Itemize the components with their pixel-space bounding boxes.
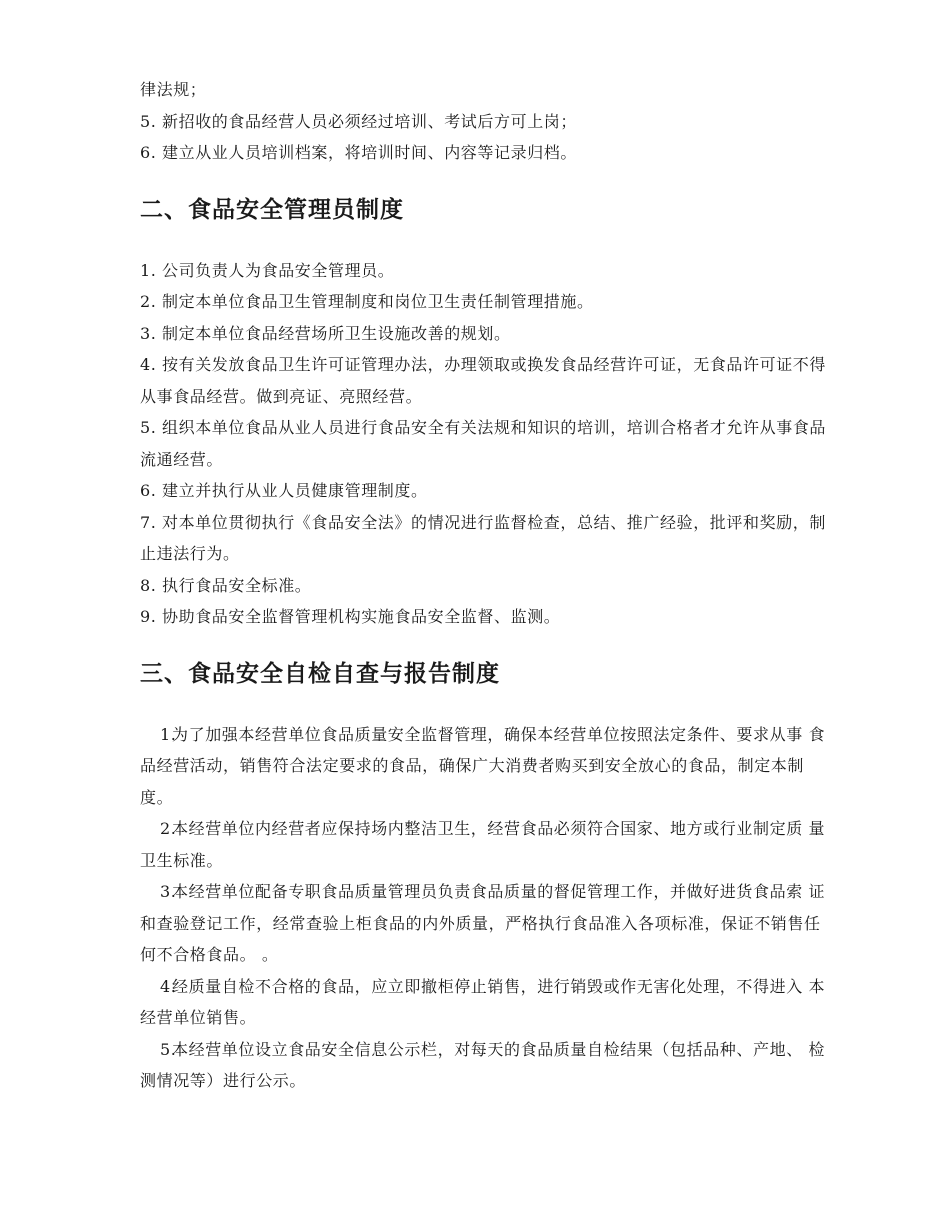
item-text: 为了加强本经营单位食品质量安全监督管理，确保本经营单位按照法定条件、要求从事 食品经营活动，销售符合法定要求的食品，确保广大消费者购买到安全放心的食品，制定本制度。 (140, 724, 826, 807)
list-item (140, 286, 830, 318)
item-number: 5. (140, 111, 157, 131)
list-item (140, 570, 830, 602)
item-number: 5. (160, 1039, 177, 1059)
item-text: 制定本单位食品经营场所卫生设施改善的规划。 (162, 323, 511, 343)
list-item (140, 876, 830, 971)
section-heading-food-safety-manager: 二、食品安全管理员制度 (140, 196, 404, 223)
section2-list (140, 255, 830, 633)
item-text: 执行食品安全标准。 (162, 575, 312, 595)
intro-line (140, 74, 830, 106)
item-number: 1. (160, 724, 177, 744)
item-text: 按有关发放食品卫生许可证管理办法，办理领取或换发食品经营许可证，无食品许可证不得从事食品经营。做到亮证、亮照经营。 (140, 355, 827, 406)
item-text: 本经营单位内经营者应保持场内整洁卫生，经营食品必须符合国家、地方或行业制定质 量卫生标准。 (140, 819, 826, 870)
section3-list (140, 719, 830, 1097)
list-item (140, 318, 830, 350)
section-heading-self-inspection: 三、食品安全自检自查与报告制度 (140, 660, 500, 687)
list-item (140, 1034, 830, 1097)
item-number: 6. (140, 481, 157, 500)
list-item (140, 813, 830, 876)
item-text: 本经营单位设立食品安全信息公示栏，对每天的食品质量自检结果（包括品种、产地、 检测情况等）进行公示。 (140, 1039, 826, 1090)
list-item (140, 719, 830, 814)
item-text: 建立从业人员培训档案，将培训时间、内容等记录归档。 (162, 143, 578, 162)
item-number: 1. (140, 260, 157, 280)
item-text: 本经营单位配备专职食品质量管理员负责食品质量的督促管理工作，并做好进货食品索 证和查验登记工作，经常查验上柜食品的内外质量，严格执行食品准入各项标准，保证不销售任何不合格食品。 。 (140, 882, 826, 964)
item-number: 4. (160, 976, 177, 996)
intro-item (140, 106, 830, 138)
item-number: 3. (160, 882, 177, 901)
list-item (140, 412, 830, 475)
intro-list (140, 74, 830, 169)
list-item (140, 255, 830, 287)
item-number: 4. (140, 355, 157, 374)
list-item (140, 507, 830, 570)
item-text: 建立并执行从业人员健康管理制度。 (162, 481, 428, 500)
item-number: 6. (140, 143, 157, 162)
item-number: 7. (140, 512, 157, 532)
item-text: 协助食品安全监督管理机构实施食品安全监督、监测。 (162, 607, 561, 626)
item-text: 公司负责人为食品安全管理员。 (162, 260, 395, 280)
item-number: 2. (140, 292, 157, 311)
item-text: 新招收的食品经营人员必须经过培训、考试后方可上岗； (162, 111, 578, 131)
item-number: 9. (140, 607, 157, 626)
item-number: 5. (140, 418, 157, 437)
item-number: 3. (140, 323, 157, 343)
item-number: 2. (160, 819, 177, 838)
intro-item (140, 137, 830, 169)
list-item (140, 349, 830, 412)
item-text: 制定本单位食品卫生管理制度和岗位卫生责任制管理措施。 (162, 292, 594, 311)
item-number: 8. (140, 575, 157, 595)
list-item (140, 971, 830, 1034)
intro-text: 律法规； (140, 80, 207, 99)
list-item (140, 601, 830, 633)
item-text: 经质量自检不合格的食品，应立即撤柜停止销售，进行销毁或作无害化处理，不得进入 本经营单位销售。 (140, 976, 826, 1027)
list-item (140, 475, 830, 507)
document-page (140, 74, 830, 1097)
item-text: 对本单位贯彻执行《食品安全法》的情况进行监督检查，总结、推广经验，批评和奖励，制止违法行为。 (140, 512, 827, 563)
item-text: 组织本单位食品从业人员进行食品安全有关法规和知识的培训，培训合格者才允许从事食品流通经营。 (140, 418, 827, 469)
